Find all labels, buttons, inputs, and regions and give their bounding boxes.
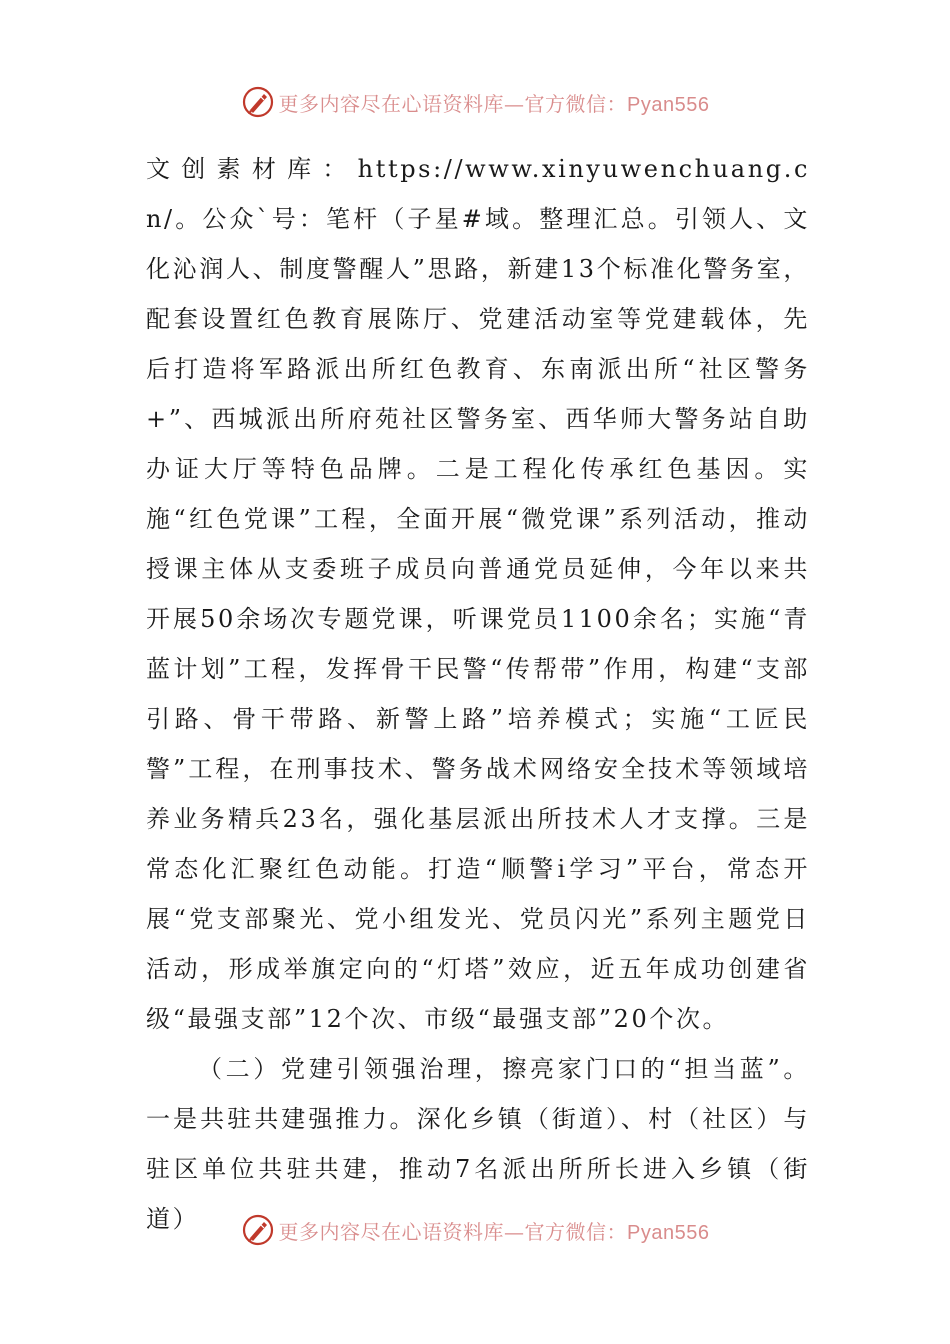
header-banner: [0, 82, 950, 122]
footer-banner-label: 更多内容尽在心语资料库—官方微信：: [278, 1219, 628, 1244]
footer-banner-id: Pyan556: [627, 1221, 710, 1244]
document-body: [146, 144, 810, 1244]
body-paragraph-1: 文创素材库：https://www.xinyuwenchuang.cn/。公众`号：笔杆（子星#域。整理汇总。引领人、文化沁润人、制度警醒人”思路，新建13个标准化警务室，配套设置红色教育展陈厅、党建活动室等党建载体，先后打造将军路派出所红色教育、东南派出所“社区警务+”、西城派出所府苑社区警务室、西华师大警务站自助办证大厅等特色品牌。二是工程化传承红色基因。实施“红色党课”工程，全面开展“微党课”系列活动，推动授课主体从支委班子成员向普通党员延伸，今年以来共开展50余场次专题党课，听课党员1100余名；实施“青蓝计划”工程，发挥骨干民警“传帮带”作用，构建“支部引路、骨干带路、新警上路”培养模式；实施“工匠民警”工程，在刑事技术、警务战术网络安全技术等领域培养业务精兵23名，强化基层派出所技术人才支撑。三是常态化汇聚红色动能。打造“顺警i学习”平台，常态开展“党支部聚光、党小组发光、党员闪光”系列主题党日活动，形成举旗定向的“灯塔”效应，近五年成功创建省级“最强支部”12个次、市级“最强支部”20个次。: [146, 155, 810, 1033]
header-banner-label: 更多内容尽在心语资料库—官方微信：: [278, 91, 628, 116]
pen-logo-icon: [241, 1213, 275, 1247]
body-paragraph-2: （二）党建引领强治理，擦亮家门口的“担当蓝”。一是共驻共建强推力。深化乡镇（街道）、村（社区）与驻区单位共驻共建，推动7名派出所所长进入乡镇（街道）: [146, 1055, 810, 1233]
pen-logo-icon: [241, 85, 275, 119]
footer-banner: [0, 1210, 950, 1250]
header-banner-id: Pyan556: [627, 93, 710, 116]
